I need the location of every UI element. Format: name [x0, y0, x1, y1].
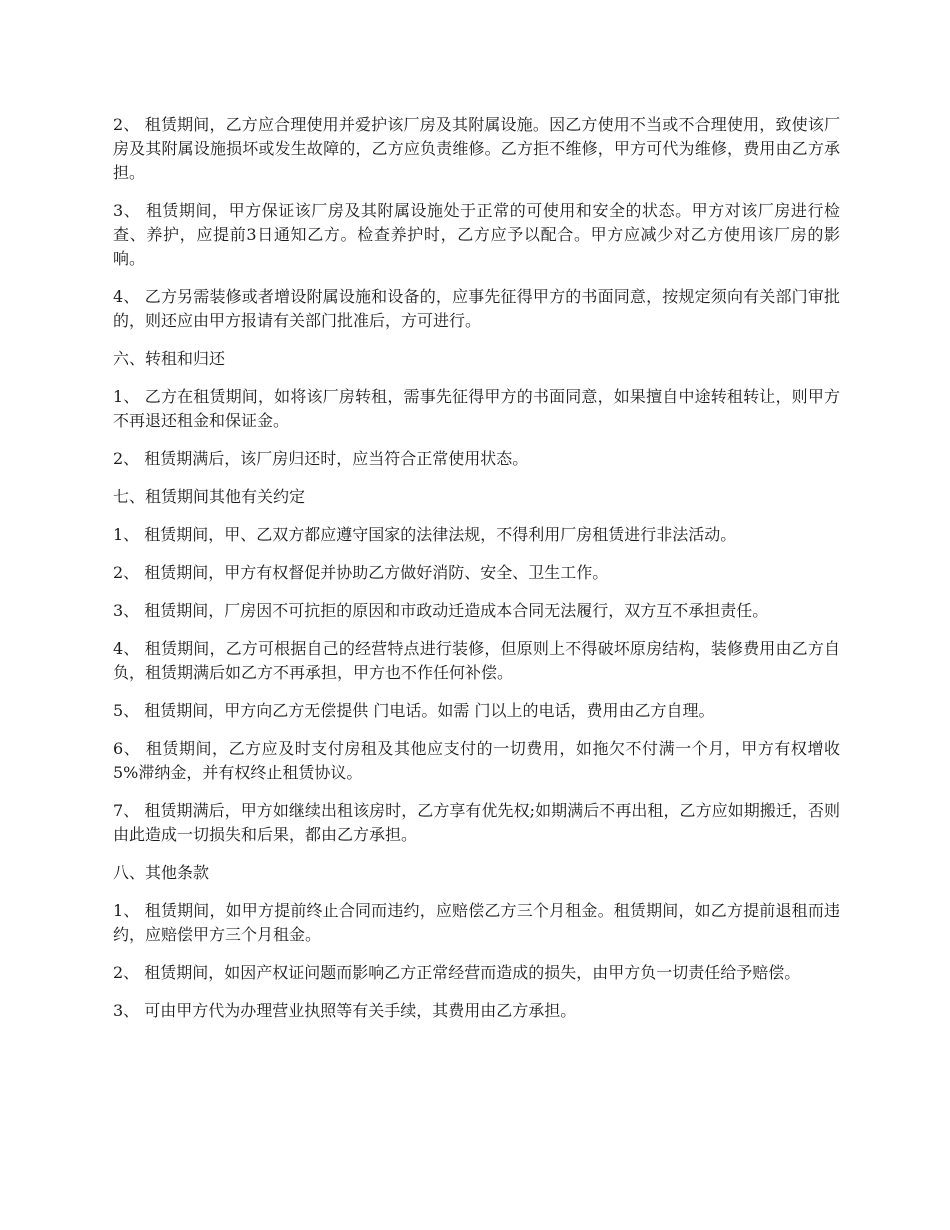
- section-heading: 八、其他条款: [113, 863, 210, 882]
- clause-paragraph: 4、 乙方另需装修或者增设附属设施和设备的，应事先征得甲方的书面同意，按规定须向有关部门审批的，则还应由甲方报请有关部门批准后，方可进行。: [113, 287, 840, 330]
- clause-paragraph: 2、 租赁期满后，该厂房归还时，应当符合正常使用状态。: [113, 449, 529, 468]
- clause-paragraph: 3、 可由甲方代为办理营业执照等有关手续，其费用由乙方承担。: [113, 1001, 577, 1020]
- clause-paragraph: 1、 乙方在租赁期间，如将该厂房转租，需事先征得甲方的书面同意，如果擅自中途转租转让，则甲方不再退还租金和保证金。: [113, 387, 840, 430]
- clause-paragraph: 2、 租赁期间，乙方应合理使用并爱护该厂房及其附属设施。因乙方使用不当或不合理使用，致使该厂房及其附属设施损坏或发生故障的，乙方应负责维修。乙方拒不维修，甲方可代为维修，费用由乙方承担。: [113, 115, 840, 182]
- section-heading: 七、租赁期间其他有关约定: [113, 487, 306, 506]
- section-heading: 六、转租和归还: [113, 349, 226, 368]
- clause-paragraph: 1、 租赁期间，如甲方提前终止合同而违约，应赔偿乙方三个月租金。租赁期间，如乙方提前退租而违约，应赔偿甲方三个月租金。: [113, 901, 840, 944]
- clause-paragraph: 6、 租赁期间，乙方应及时支付房租及其他应支付的一切费用，如拖欠不付满一个月，甲方有权增收 5%滞纳金，并有权终止租赁协议。: [113, 739, 840, 782]
- clause-paragraph: 7、 租赁期满后，甲方如继续出租该房时，乙方享有优先权;如期满后不再出租，乙方应如期搬迁，否则由此造成一切损失和后果，都由乙方承担。: [113, 801, 840, 844]
- clause-paragraph: 4、 租赁期间，乙方可根据自己的经营特点进行装修，但原则上不得破坏原房结构，装修费用由乙方自负，租赁期满后如乙方不再承担，甲方也不作任何补偿。: [113, 639, 840, 682]
- clause-paragraph: 3、 租赁期间，甲方保证该厂房及其附属设施处于正常的可使用和安全的状态。甲方对该厂房进行检查、养护，应提前3日通知乙方。检查养护时，乙方应予以配合。甲方应减少对乙方使用该厂房的影响。: [113, 201, 840, 268]
- clause-paragraph: 5、 租赁期间，甲方向乙方无偿提供 门电话。如需 门以上的电话，费用由乙方自理。: [113, 701, 715, 720]
- clause-paragraph: 1、 租赁期间，甲、乙双方都应遵守国家的法律法规，不得利用厂房租赁进行非法活动。: [113, 525, 737, 544]
- clause-paragraph: 3、 租赁期间，厂房因不可抗拒的原因和市政动迁造成本合同无法履行，双方互不承担责任。: [113, 601, 769, 620]
- clause-paragraph: 2、 租赁期间，甲方有权督促并协助乙方做好消防、安全、卫生工作。: [113, 563, 609, 582]
- clause-paragraph: 2、 租赁期间，如因产权证问题而影响乙方正常经营而造成的损失，由甲方负一切责任给予赔偿。: [113, 963, 801, 982]
